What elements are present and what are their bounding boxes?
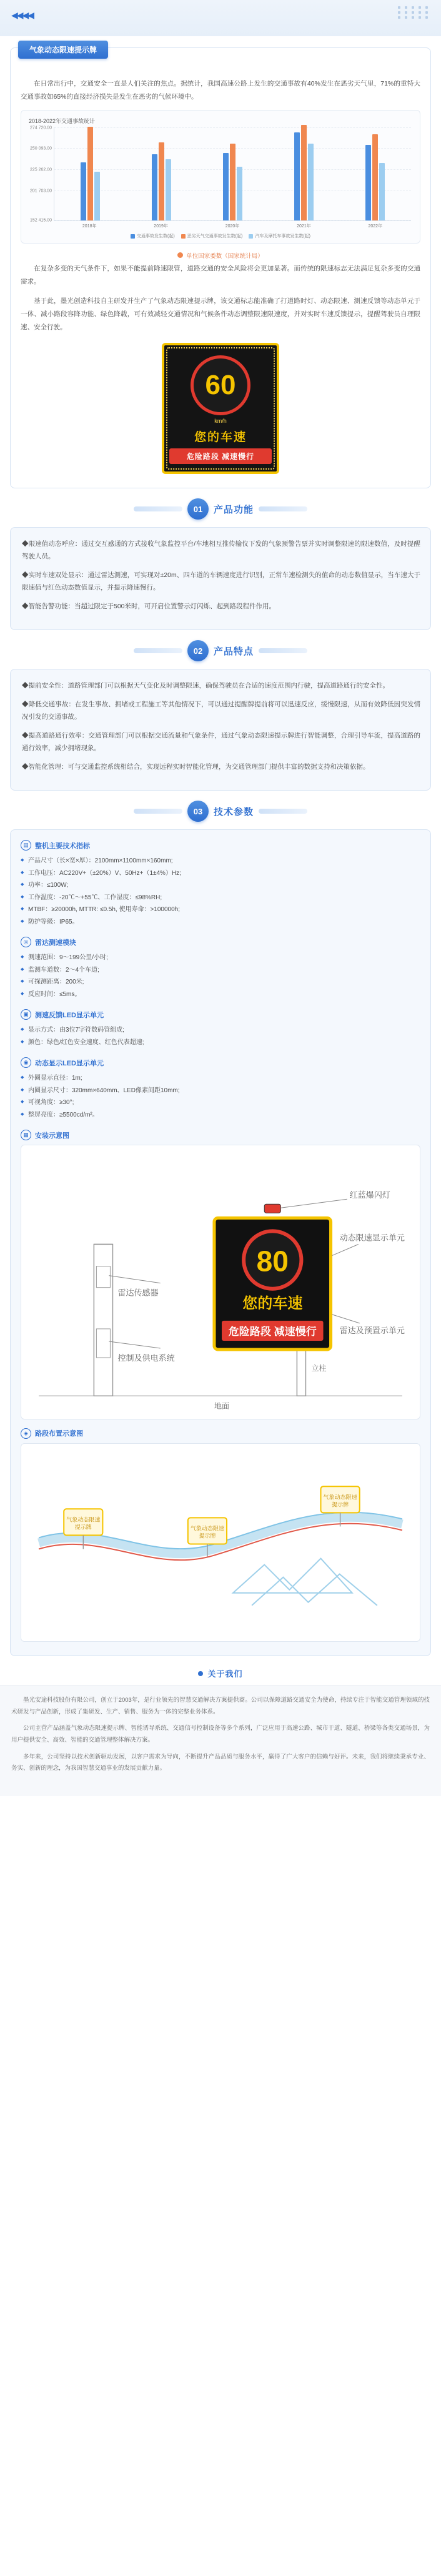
- install-label-top-right: 红蓝爆闪灯: [349, 1190, 390, 1200]
- chart-bar: [152, 154, 157, 220]
- intro-paragraph-1: 在日常出行中，交通安全一直是人们关注的焦点。据统计，我国高速公路上发生的交通事故有40%发生在恶劣天气里，71%的重特大交通事故如65%的直接经济损失是发生在恶劣的气候环境中。: [21, 80, 420, 101]
- section-02-number: 02: [187, 640, 209, 661]
- heading-decoration-right: [259, 809, 307, 814]
- section-03-heading: [10, 801, 431, 822]
- intro-card: [10, 47, 431, 488]
- chart-bars: [54, 127, 411, 220]
- spec-group-led-dynamic-header: [21, 1057, 420, 1068]
- spec-group-led-feedback-header: [21, 1009, 420, 1020]
- functions-card: [10, 527, 431, 630]
- chart-bar-group: [223, 127, 242, 220]
- heading-decoration-right: [259, 648, 307, 653]
- list-item: ◆提前安全性：道路管理部门可以根据天气变化及时调整限速，确保驾驶员在合适的速度范围内行驶，提高道路通行的安全性。: [22, 682, 389, 690]
- chart-bar: [372, 134, 378, 220]
- legend-swatch-icon: [249, 234, 253, 239]
- your-speed-label: 您的车速: [194, 431, 247, 444]
- list-item: ◆ 内圈显示尺寸：320mm×640mm、LED像素间距10mm;: [21, 1085, 420, 1097]
- section-03-title: 技术参数: [213, 806, 254, 817]
- chart-bar: [166, 159, 171, 220]
- bullet-icon: [198, 1671, 203, 1676]
- spec-group-led-feedback-title: 测速反馈LED显示单元: [35, 1011, 104, 1019]
- intro-title: 气象动态限速提示牌: [18, 41, 108, 59]
- diagram-icon: ▦: [21, 1130, 31, 1140]
- chart-ytick-4: 152 415.00: [29, 218, 52, 222]
- functions-list: [21, 538, 420, 613]
- footer-content: [0, 1685, 441, 1795]
- footer-heading: [0, 1667, 441, 1679]
- map-icon: ◈: [21, 1428, 31, 1439]
- spec-group-led-feedback: [21, 1009, 420, 1049]
- spec-group-led-dynamic-title: 动态显示LED显示单元: [35, 1059, 104, 1067]
- list-item: ◆ 工作电压：AC220V+（±20%）V、50Hz+（1±4%）Hz;: [21, 867, 420, 880]
- page-header: [0, 0, 441, 36]
- list-item: ◆实时车速双处显示：通过雷达测速，可实现对±20m、四车道的车辆速度进行识别，正常车速检测失的值命的动态数值显示，当车速大于限速值与红色动态数值显示，并提示降速慢行。: [22, 571, 420, 592]
- chart-xtick: 2022年: [368, 224, 383, 229]
- chart-ytick-1: 250 093.00: [29, 146, 52, 151]
- list-item: ◆ MTBF：≥20000h, MTTR: ≤0.5h, 使用寿命：>100000h;: [21, 904, 420, 916]
- chart-ytick-0: 274 720.00: [29, 126, 52, 131]
- chart-title: 2018-2022年交通事故统计: [29, 118, 96, 124]
- spec-group-main: [21, 840, 420, 928]
- chart-bar: [81, 162, 86, 220]
- install-sign-your-speed: 您的车速: [242, 1295, 303, 1312]
- footer-section: [0, 1667, 441, 1795]
- chart-xtick: 2021年: [297, 224, 311, 229]
- chart-bar: [237, 167, 242, 220]
- chart-bar: [223, 153, 229, 220]
- layout-label-1: 气象动态限速: [66, 1516, 101, 1522]
- chart-bar: [230, 144, 235, 220]
- chart-bar: [94, 172, 100, 220]
- chart-xaxis: [54, 223, 411, 229]
- chart-bar: [294, 132, 300, 220]
- install-label-ground: 地面: [214, 1401, 229, 1411]
- led-icon: ▣: [21, 1009, 31, 1020]
- spec-group-main-title: 整机主要技术指标: [35, 842, 90, 850]
- speed-limit-number: 60: [205, 370, 236, 400]
- heading-decoration-right: [259, 506, 307, 511]
- chart-bar: [159, 142, 164, 220]
- list-item: ◆ 功率：≤100W;: [21, 879, 420, 892]
- list-item: ◆提高道路通行效率：交通管理部门可以根据交通流量和气象条件，通过气象动态限速提示牌进行智能调整，合理引导车流，提高道路的通行效率，减少拥堵现象。: [22, 731, 420, 753]
- section-features: [0, 640, 441, 791]
- list-item: ◆ 外圈显示直径：1m;: [21, 1072, 420, 1085]
- list-item: ◆ 显示方式：由3位7字符数码管组成;: [21, 1024, 420, 1037]
- footer-paragraph-1: 墨光安途科技股份有限公司，创立于2003年，是行业领先的智慧交通解决方案提供商。公司以保障道路交通安全为使命，持续专注于智能交通管理领域的技术研发与产品创新，形成了集研发、生产、销售、服务为一体的完整业务体系。: [11, 1697, 430, 1715]
- install-sign-number: 80: [256, 1245, 289, 1278]
- section-02-title: 产品特点: [213, 646, 254, 657]
- spec-group-main-list: [21, 855, 420, 928]
- doc-icon: ▤: [21, 840, 31, 851]
- chart-xtick: 2018年: [82, 224, 97, 229]
- install-diagram-figure: [21, 1145, 420, 1419]
- legend-swatch-icon: [131, 234, 135, 239]
- list-item: ◆ 反应时间：≤5ms。: [21, 989, 420, 1001]
- chart-bar: [365, 145, 371, 220]
- chart-legend-item: [131, 233, 175, 239]
- install-label-right-2: 雷达及预置示单元: [339, 1326, 405, 1336]
- features-list: [21, 679, 420, 773]
- chart-legend: [25, 233, 416, 239]
- product-sign-figure: [162, 343, 279, 474]
- chart-bar: [308, 144, 314, 220]
- spec-group-radar-title: 雷达测速模块: [35, 939, 76, 947]
- svg-text:提示牌: 提示牌: [74, 1523, 92, 1530]
- layout-diagram-figure: [21, 1443, 420, 1642]
- install-diagram-header: [21, 1130, 420, 1140]
- intro-paragraph-2: 在复杂多变的天气条件下，如果不能提前降速限管，道路交通的安全风险将会更加显著。而传统的限速标志无法满足复杂多变的交通需求。: [21, 265, 420, 285]
- chart-bar: [301, 125, 307, 220]
- radar-icon: ◎: [21, 937, 31, 947]
- chart-xtick: 2020年: [225, 224, 240, 229]
- layout-label-3: 气象动态限速: [323, 1493, 357, 1500]
- section-01-heading: [10, 498, 431, 520]
- list-item: ◆降低交通事故：在发生事故、拥堵或工程施工等其他情况下，可以通过提醒牌提前将可以迅速反应，缓慢限速，从而有效降低因突发情况引发的交通事故。: [22, 700, 420, 721]
- legend-label: 汽车及摩托车事故发生数(起): [255, 234, 310, 239]
- list-item: ◆ 测速范围：9～199公里/小时;: [21, 952, 420, 964]
- tech-card: [10, 829, 431, 1656]
- list-item: ◆ 整屏亮度：≥5500cd/m²。: [21, 1109, 420, 1122]
- chart-caption-row: [21, 250, 420, 260]
- chart-bar: [379, 163, 385, 220]
- heading-decoration-left: [134, 648, 182, 653]
- footer-paragraph-3: 多年来，公司坚持以技术创新驱动发展，以客户需求为导向，不断提升产品品质与服务水平，赢得了广大客户的信赖与好评。未来，我们将继续秉承专业、务实、创新的理念，为我国智慧交通事业的发展贡献力量。: [11, 1753, 430, 1772]
- list-item: ◆智能告警功能：当超过限定于500米时，可开启位置警示灯闪烁、起到路段程件作用。: [22, 602, 276, 610]
- section-functions: [0, 498, 441, 630]
- list-item: ◆ 颜色：绿色/红色安全速度、红色代表超速;: [21, 1037, 420, 1049]
- chart-bar-group: [294, 127, 314, 220]
- legend-label: 恶劣天气交通事故发生数(起): [187, 234, 243, 239]
- install-diagram-svg: [26, 1150, 415, 1413]
- list-item: ◆ 防护等级：IP65。: [21, 916, 420, 929]
- layout-label-2: 气象动态限速: [190, 1524, 224, 1531]
- list-item: ◆ 可探测距离：200米;: [21, 976, 420, 989]
- list-item: ◆ 工作温度：-20℃～+55℃、工作湿度：≤98%RH;: [21, 892, 420, 904]
- chart-ytick-3: 201 703.00: [29, 189, 52, 194]
- statistics-chart: [21, 110, 420, 244]
- warning-banner: 危险路段 减速慢行: [169, 448, 272, 464]
- section-03-number: 03: [187, 801, 209, 822]
- chart-ytick-2: 225 262.00: [29, 167, 52, 172]
- layout-diagram-title: 路段布置示意图: [35, 1430, 83, 1438]
- chart-xtick: 2019年: [154, 224, 168, 229]
- heading-decoration-left: [134, 809, 182, 814]
- spec-group-main-header: [21, 840, 420, 851]
- dots-decoration: [398, 6, 430, 19]
- chart-legend-item: [249, 233, 310, 239]
- speed-icon: ◉: [21, 1057, 31, 1068]
- layout-diagram-header: [21, 1428, 420, 1439]
- list-item: ◆ 可视角度：≥30°;: [21, 1097, 420, 1109]
- footer-title: 关于我们: [207, 1669, 243, 1679]
- spec-group-led-feedback-list: [21, 1024, 420, 1049]
- install-label-pole: 立柱: [311, 1364, 327, 1373]
- list-item: ◆限速值动态呼应：通过交互感通的方式接收气象监控平台/车地相互推传输仪下发的气象预警告票并实时调整限速的限速数值，及时提醒驾驶人员。: [22, 540, 420, 561]
- intro-section: [0, 36, 441, 488]
- layout-diagram-group: [21, 1428, 420, 1642]
- spec-group-led-dynamic-list: [21, 1072, 420, 1121]
- section-01-title: 产品功能: [213, 504, 254, 515]
- intro-paragraph-3: 基于此，墨光创造科技自主研发并生产了气象动态限速提示牌，该交通标志能准确了打道路时灯、动态限速、测速反馈等动态单元于一体、减小路段容降功能、绿色降载，可有效减轻交通情况和气候条件动态调整限速限速度，并对实时车速反馈提示，提醒驾驶员自理限速、安全行驶。: [21, 297, 420, 331]
- section-01-number: 01: [187, 498, 209, 520]
- section-tech: [0, 801, 441, 1656]
- arrows-decoration: ◀◀◀◀: [11, 10, 34, 20]
- caption-marker-icon: [177, 252, 183, 258]
- footer-paragraph-2: 公司主营产品涵盖气象动态限速提示牌、智能诱导系统、交通信号控制设备等多个系列，广泛应用于高速公路、城市干道、隧道、桥梁等各类交通场景，为用户提供安全、高效、智能的交通管理整体解决方案。: [11, 1725, 430, 1744]
- install-sign-warning: 危险路段 减速慢行: [228, 1326, 317, 1338]
- chart-bar-group: [81, 127, 100, 220]
- spec-group-radar-list: [21, 952, 420, 1000]
- list-item: ◆ 产品尺寸（长×宽×厚）：2100mm×1100mm×160mm;: [21, 855, 420, 867]
- speed-unit-label: km/h: [214, 418, 227, 424]
- section-02-heading: [10, 640, 431, 661]
- install-diagram-title: 安装示意图: [35, 1132, 69, 1140]
- list-item: ◆智能化管理：可与交通监控系统相结合，实现远程实时智能化管理，为交通管理部门提供丰富的数据支持和决策依据。: [22, 762, 370, 771]
- layout-diagram-svg: [26, 1449, 415, 1637]
- install-label-left-1: 雷达传感器: [117, 1288, 159, 1298]
- spec-group-radar-header: [21, 937, 420, 947]
- speed-limit-ring: [191, 355, 250, 415]
- legend-label: 交通事故发生数(起): [136, 234, 175, 239]
- install-label-left-2: 控制及供电系统: [117, 1353, 175, 1363]
- install-label-right-1: 动态限速显示单元: [339, 1233, 405, 1243]
- list-item: ◆ 监测车道数：2～4个车道;: [21, 964, 420, 977]
- spec-group-led-dynamic: [21, 1057, 420, 1121]
- chart-bar-group: [365, 127, 385, 220]
- svg-text:提示牌: 提示牌: [332, 1501, 349, 1508]
- spec-group-radar: [21, 937, 420, 1000]
- heading-decoration-left: [134, 506, 182, 511]
- chart-plot-area: [29, 126, 411, 222]
- svg-text:提示牌: 提示牌: [199, 1532, 216, 1539]
- chart-caption: 单位国家委数（国家统计局）: [186, 253, 264, 260]
- legend-swatch-icon: [181, 234, 186, 239]
- chart-bar: [87, 127, 93, 220]
- features-card: [10, 669, 431, 791]
- install-diagram-group: [21, 1130, 420, 1419]
- chart-bar-group: [152, 127, 171, 220]
- chart-legend-item: [181, 233, 243, 239]
